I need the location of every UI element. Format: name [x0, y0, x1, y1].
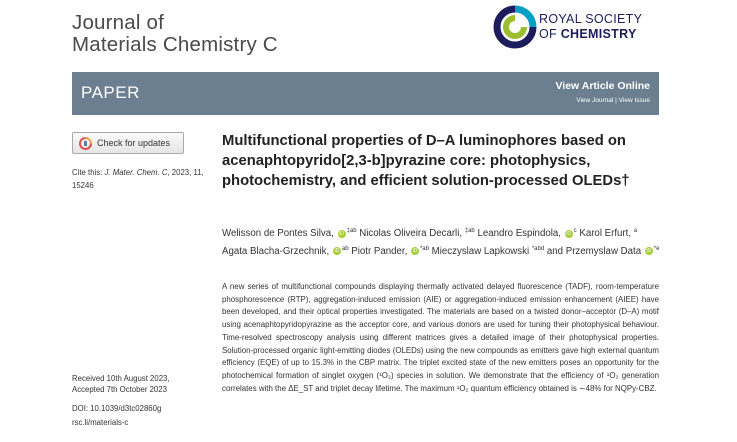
paper-header-bar	[72, 72, 659, 115]
cite-journal: J. Mater. Chem. C	[104, 168, 168, 177]
orcid-icon[interactable]: iD	[339, 230, 344, 237]
author-affiliation: *e	[653, 245, 660, 252]
citation-block	[72, 166, 212, 192]
paper-label: PAPER	[81, 83, 140, 102]
orcid-icon[interactable]: iD	[412, 248, 418, 255]
check-for-updates-button[interactable]	[72, 132, 184, 154]
view-article-online-link[interactable]: View Article Online	[555, 80, 650, 92]
cite-volume: , 2023, 11, 15246	[72, 168, 204, 190]
article-title: Multifunctional properties of D–A luminophores based on acenaphtopyrido[2,3-b]pyrazine core: photophysics, photochemistry, and efficient solution-processed OLEDs†	[222, 133, 630, 189]
check-for-updates-label: Check for updates	[97, 138, 171, 148]
view-journal-link[interactable]: View Journal	[576, 97, 614, 104]
author-affiliation: *ab	[419, 245, 429, 252]
journal-issue-links	[576, 97, 650, 104]
author[interactable]: Karol Erfurt,	[579, 228, 634, 240]
author[interactable]: Welisson de Pontes Silva,	[222, 228, 337, 240]
journal-title-line2: Materials Chemistry C	[72, 33, 278, 56]
rsc-logo[interactable]	[493, 5, 668, 49]
author-affiliation: c	[573, 228, 577, 234]
author-affiliation: *abd	[531, 245, 545, 252]
accepted-date: Accepted 7th October 2023	[72, 385, 167, 394]
cite-label: Cite this:	[72, 168, 105, 177]
journal-title	[72, 12, 278, 56]
orcid-icon[interactable]: iD	[566, 230, 572, 237]
author-affiliation: ab	[341, 245, 349, 252]
author-list	[222, 224, 662, 259]
rsc-wordmark	[539, 12, 642, 42]
journal-site-link[interactable]: rsc.li/materials-c	[72, 418, 129, 427]
doi[interactable]: DOI: 10.1039/d3tc02860g	[72, 404, 162, 413]
rsc-line1: ROYAL SOCIETY	[539, 12, 643, 26]
author[interactable]: Leandro Espindola,	[477, 228, 564, 240]
author[interactable]: Piotr Pander,	[351, 245, 410, 257]
view-issue-link[interactable]: View Issue	[618, 97, 650, 104]
article-dates	[72, 373, 212, 414]
link-separator: |	[613, 97, 619, 104]
author-affiliation: ‡ab	[346, 228, 357, 234]
abstract: A new series of multifunctional compounds displaying thermally activated delayed fluorescence (TADF), room-temperature phosphorescence (RTP), aggregation-induced emission (AIE) or aggregation-induced emission enhancement (AIEE) have been developed, and their optical properties investigated. The materials are based on a twisted donor–acceptor (D–A) motif using acenaphtopyridopyrazine as the acceptor core, and various donors are used for tuning their photophysical behaviour. Time-resolved spectroscopy analysis using different matrices gives a detailed image of their photophysical properties. Solution-processed organic light-emitting diodes (OLEDs) using the new compounds as emitters gave high external quantum efficiency (EQE) of up to 15.3% in the CBP matrix. The triplet excited state of the new emitters poses an opportunity for the photochemical formation of singlet oxygen (¹O₂) species in solution. We demonstrate that the efficiency of ¹O₂ generation correlates with the ΔE_ST and triplet decay lifetime. The maximum ¹O₂ quantum efficiency obtained is ∼48% for NQPy-CBZ.	[222, 282, 659, 393]
author[interactable]: Mieczyslaw Lapkowski	[431, 245, 532, 257]
author[interactable]: and Przemyslaw Data	[546, 245, 644, 257]
received-date: Received 10th August 2023,	[72, 374, 170, 383]
author-affiliation: a	[633, 228, 638, 234]
orcid-icon[interactable]: iD	[646, 248, 652, 255]
rsc-emblem-icon	[493, 5, 537, 49]
orcid-icon[interactable]: iD	[334, 248, 340, 255]
journal-title-line1: Journal of	[72, 11, 165, 34]
author[interactable]: Agata Blacha-Grzechnik,	[222, 245, 332, 257]
author[interactable]: Nicolas Oliveira Decarli,	[359, 228, 465, 240]
check-updates-icon	[79, 137, 92, 150]
author-affiliation: ‡ab	[464, 228, 475, 234]
rsc-line2: OF CHEMISTRY	[539, 27, 637, 41]
